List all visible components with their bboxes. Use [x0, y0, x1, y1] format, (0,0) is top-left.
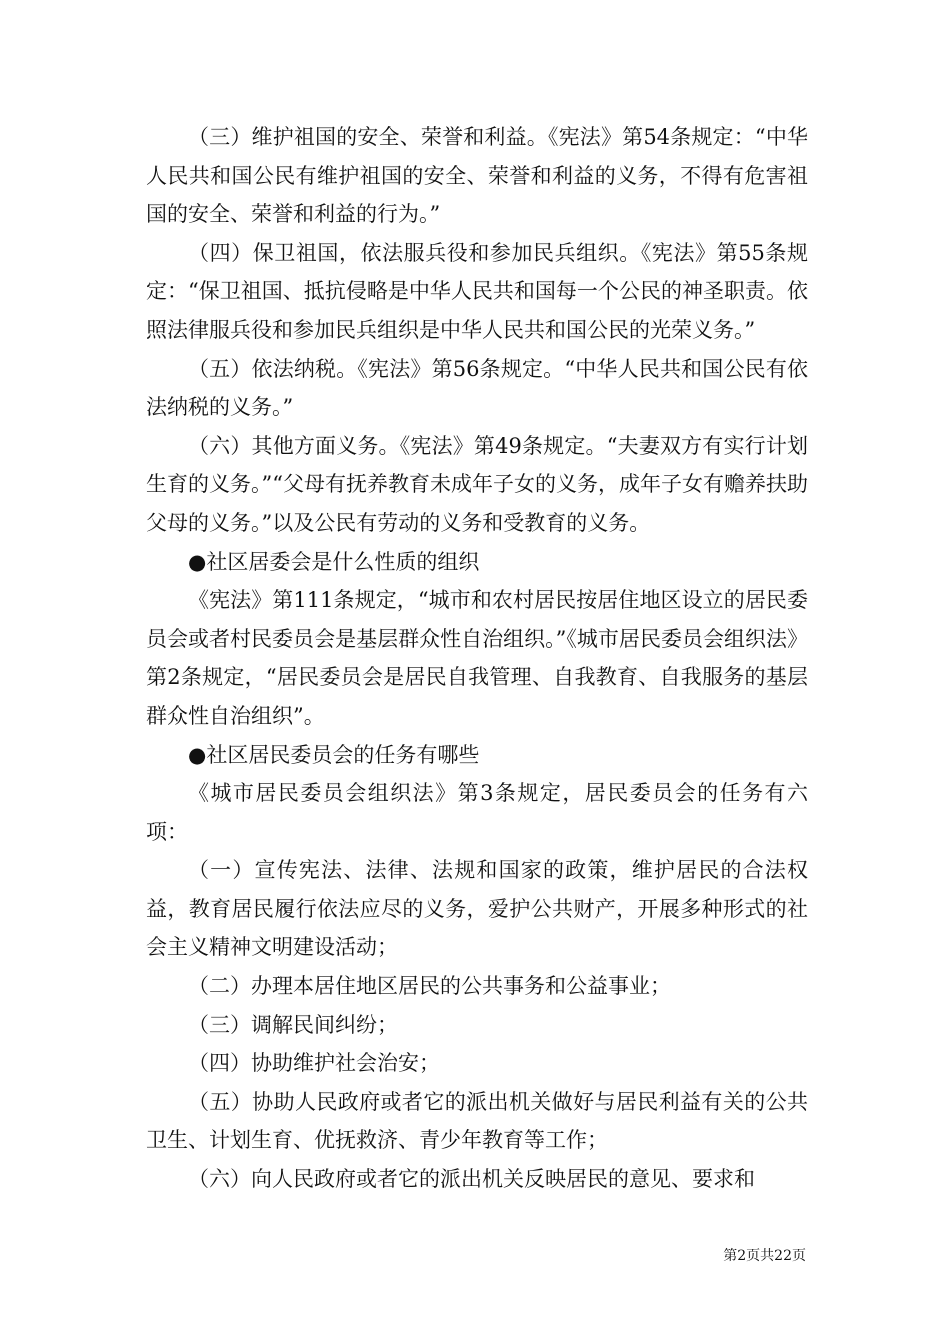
- paragraph-tasks-intro: 《城市居民委员会组织法》第3条规定，居民委员会的任务有六项：: [146, 781, 808, 844]
- paragraph-duty-6: （六）其他方面义务。《宪法》第49条规定。“夫妻双方有实行计划生育的义务。”“父母有抚养教育未成年子女的义务，成年子女有赡养扶助父母的义务。”以及公民有劳动的义务和受教育的义务。: [146, 433, 808, 535]
- paragraph-task-5: （五）协助人民政府或者它的派出机关做好与居民利益有关的公共卫生、计划生育、优抚救济、青少年教育等工作；: [146, 1089, 808, 1153]
- paragraph-task-6: （六）向人民政府或者它的派出机关反映居民的意见、要求和: [188, 1167, 755, 1192]
- paragraph-task-3: （三）调解民间纠纷；: [188, 1012, 398, 1037]
- paragraph-task-2: （二）办理本居住地区居民的公共事务和公益事业；: [188, 974, 671, 999]
- paragraph-task-1: （一）宣传宪法、法律、法规和国家的政策，维护居民的合法权益，教育居民履行依法应尽的义务，爱护公共财产，开展多种形式的社会主义精神文明建设活动；: [146, 858, 808, 960]
- page-number: 第2页共22页: [723, 1248, 806, 1264]
- paragraph-duty-5: （五）依法纳税。《宪法》第56条规定。“中华人民共和国公民有依法纳税的义务。”: [146, 356, 808, 420]
- paragraph-duty-3: （三）维护祖国的安全、荣誉和利益。《宪法》第54条规定：“中华人民共和国公民有维护祖国的安全、荣誉和利益的义务，不得有危害祖国的安全、荣誉和利益的行为。”: [146, 125, 808, 227]
- paragraph-duty-4: （四）保卫祖国，依法服兵役和参加民兵组织。《宪法》第55条规定：“保卫祖国、抵抗侵略是中华人民共和国每一个公民的神圣职责。依照法律服兵役和参加民兵组织是中华人民共和国公民的光荣义务。”: [146, 240, 808, 342]
- paragraph-nature: 《宪法》第111条规定，“城市和农村居民按居住地区设立的居民委员会或者村民委员会是基层群众性自治组织。”《城市居民委员会组织法》第2条规定，“居民委员会是居民自我管理、自我教育、自我服务的基层群众性自治组织”。: [146, 588, 808, 728]
- paragraph-task-4: （四）协助维护社会治安；: [188, 1051, 440, 1076]
- section-heading-nature: ●社区居委会是什么性质的组织: [188, 549, 480, 574]
- document-body: [146, 118, 808, 1199]
- section-heading-tasks: ●社区居民委员会的任务有哪些: [188, 742, 480, 767]
